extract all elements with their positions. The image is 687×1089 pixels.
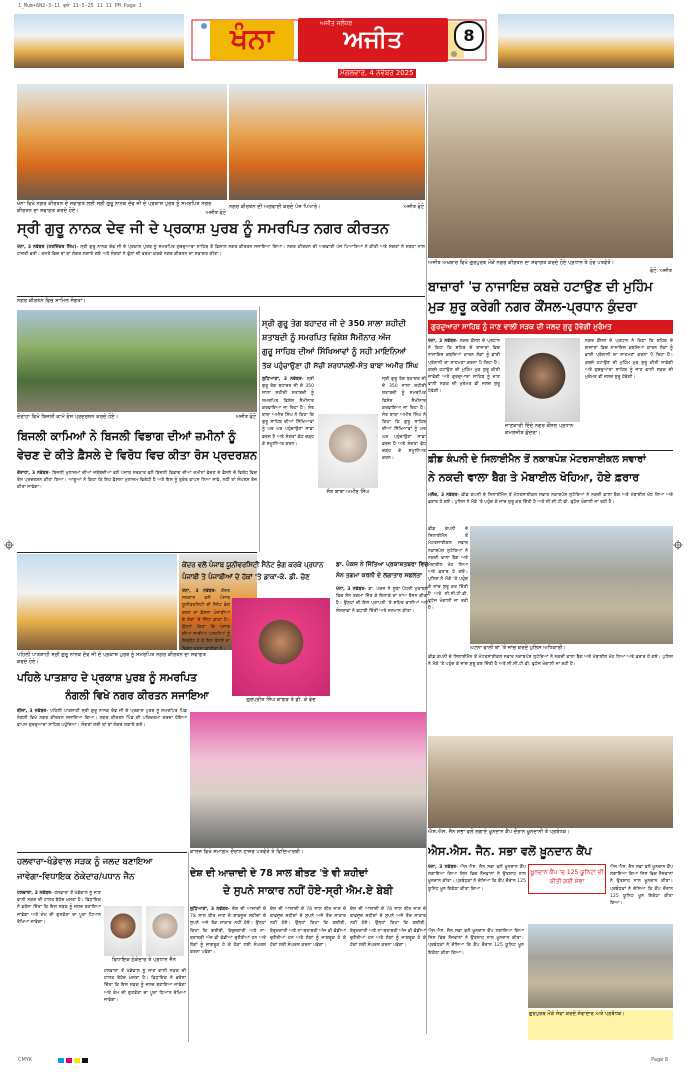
credit-s1a: ਅਜੀਤ ਫੋਟੋ (205, 210, 226, 216)
headline-s12-line1: ਦੇਸ਼ ਦੀ ਆਜ਼ਾਦੀ ਦੇ 78 ਸਾਲ ਬੀਤਣ 'ਤੇ ਵੀ ਸ਼ਹੀਦਾਂ (190, 868, 368, 879)
photo-gurdwara-nangli (17, 554, 177, 650)
footer-strip (18, 1056, 668, 1066)
body-text-s7: ਕੇਂਦਰ ਸਰਕਾਰ ਵਲੋਂ ਪੰਜਾਬ ਯੂਨੀਵਰਸਿਟੀ ਦੀ ਸੈਨੇਟ ਭੰਗ ਕਰਨ ਦਾ ਫ਼ੈਸਲਾ ਪੰਜਾਬੀਆਂ ਦੇ ਹੱਕਾਂ 'ਤੇ ਸਿੱਧਾ ਡਾਕਾ ਹੈ। ਉਨ੍ਹਾਂ ਕਿਹਾ ਕਿ ਪੰਜਾਬ ਦੀਆਂ ਸਾਰੀਆਂ ਪਾਰਟੀਆਂ ਨੂੰ ਇਕਜੁੱਟ ਹੋ ਕੇ ਇਸ ਫ਼ੈਸਲੇ ਦਾ ਵਿਰੋਧ ਕਰਨਾ ਚਾਹੀਦਾ ਹੈ। (182, 589, 230, 652)
yellow-swatch (74, 1058, 80, 1063)
rule-s1 (17, 296, 425, 297)
body-text-s5: ਫ਼ੀਡ ਕੰਪਨੀ ਦੇ ਸਿਲਾਈਮੈਨ ਤੋਂ ਮੋਟਰਸਾਈਕਲ ਸਵਾਰ ਨਕਾਬਪੋਸ਼ ਲੁਟੇਰਿਆਂ ਨੇ ਨਕਦੀ ਵਾਲਾ ਬੈਗ ਅਤੇ ਮੋਬਾਈਲ ਖੋਹ ਲਿਆ ਅਤੇ ਫ਼ਰਾਰ ਹੋ ਗਏ। ਪੁਲਿਸ ਨੇ ਮੌਕੇ 'ਤੇ ਪਹੁੰਚ ਕੇ ਜਾਂਚ ਸ਼ੁਰੂ ਕਰ ਦਿੱਤੀ ਹੈ ਅਤੇ ਸੀ.ਸੀ.ਟੀ.ਵੀ. ਫੁਟੇਜ ਖੰਗਾਲੀ ਜਾ ਰਹੀ ਹੈ। (428, 493, 673, 506)
registration-mark-right (673, 540, 683, 550)
body-text-s12-cont: ਦੇਸ਼ ਦੀ ਆਜ਼ਾਦੀ ਦੇ 78 ਸਾਲ ਬੀਤ ਜਾਣ ਦੇ ਬਾਵਜੂਦ ਸ਼ਹੀਦਾਂ ਦੇ ਸੁਪਨੇ ਅਜੇ ਤੱਕ ਸਾਕਾਰ ਨਹੀਂ ਹੋਏ। ਉਨ੍ਹਾਂ ਕਿਹਾ ਕਿ ਗ਼ਰੀਬੀ, ਬੇਰੁਜ਼ਗਾਰੀ ਅਤੇ ਨਾ-ਬਰਾਬਰੀ ਅੱਜ ਵੀ ਵੱਡੀਆਂ ਚੁਣੌਤੀਆਂ ਹਨ ਅਤੇ ਲੋਕਾਂ ਨੂੰ ਜਾਗਰੂਕ ਹੋ ਕੇ ਹੱਕਾਂ ਲਈ ਸੰਘਰਸ਼ ਕਰਨਾ ਪਵੇਗਾ। (270, 907, 346, 949)
cyan-swatch (58, 1058, 64, 1063)
headline-s8-line2: ਸੋਨ ਤਗਮਾ ਕਰਨੀ ਦੇ ਲਗਾਤਾਰ ਸਫਲਤਾ (336, 572, 422, 579)
headline-s3-line1: ਬਿਜਲੀ ਕਾਮਿਆਂ ਨੇ ਬਿਜਲੀ ਵਿਭਾਗ ਦੀਆਂ ਜ਼ਮੀਨਾਂ ਨੂੰ (17, 429, 236, 443)
photo-college-event (190, 712, 426, 848)
portrait-caption-s2: ਜਾਣਕਾਰੀ ਦਿੰਦੇ ਨਗਰ ਕੌਂਸਲ ਪ੍ਰਧਾਨ ਕਮਲਜੀਤ ਕੁੰਦਰਾ। (505, 423, 574, 436)
headline-s2-line1: ਬਾਜ਼ਾਰਾਂ 'ਚ ਨਾਜਾਇਜ਼ ਕਬਜ਼ੇ ਹਟਾਉਣ ਦੀ ਮੁਹਿੰਮ (428, 280, 653, 295)
body-s8 (336, 586, 428, 708)
magenta-swatch (66, 1058, 72, 1063)
body-s12-col1 (190, 906, 266, 1040)
headline-s11-line2: ਜਾਵੇਗਾ-ਵਿਧਾਇਕ ਠੇਕੇਦਾਰ/ਪਧਾਨ ਜੈਨ (17, 872, 135, 882)
portrait-caption-s7: ਗੁਰਪ੍ਰੀਤ ਸਿੰਘ ਕਾਂਗੜ ਤੇ ਡੀ. ਕੇ ਵੇਦ (246, 697, 316, 703)
column-rule-3 (188, 852, 189, 1042)
dateline-s5: ਮਲੌਦ, 3 ਨਵੰਬਰ- (428, 493, 460, 498)
caption-s1a: ਖੰਨਾ ਵਿਖੇ ਨਗਰ ਕੀਰਤਨ ਦੇ ਸਵਾਗਤ ਲਈ ਸ੍ਰੀ ਗੁਰੂ ਨਾਨਕ ਦੇਵ ਜੀ ਦੇ ਪ੍ਰਕਾਸ਼ ਪੁਰਬ ਨੂੰ ਸਮਰਪਿਤ ਨਗਰ ਕੀਰਤਨ ਦਾ ਸਵਾਗਤ ਕਰਦੇ ਹੋਏ। (17, 201, 212, 214)
body-text-s12-more: ਦੇਸ਼ ਦੀ ਆਜ਼ਾਦੀ ਦੇ 78 ਸਾਲ ਬੀਤ ਜਾਣ ਦੇ ਬਾਵਜੂਦ ਸ਼ਹੀਦਾਂ ਦੇ ਸੁਪਨੇ ਅਜੇ ਤੱਕ ਸਾਕਾਰ ਨਹੀਂ ਹੋਏ। ਉਨ੍ਹਾਂ ਕਿਹਾ ਕਿ ਗ਼ਰੀਬੀ, ਬੇਰੁਜ਼ਗਾਰੀ ਅਤੇ ਨਾ-ਬਰਾਬਰੀ ਅੱਜ ਵੀ ਵੱਡੀਆਂ ਚੁਣੌਤੀਆਂ ਹਨ ਅਤੇ ਲੋਕਾਂ ਨੂੰ ਜਾਗਰੂਕ ਹੋ ਕੇ ਹੱਕਾਂ ਲਈ ਸੰਘਰਸ਼ ਕਰਨਾ ਪਵੇਗਾ। (350, 907, 426, 949)
body-s2-col3 (585, 338, 673, 446)
masthead-photo-left (14, 14, 184, 68)
photo-welcome-group (428, 84, 673, 258)
headline-s7-line2: ਪੰਜਾਬੀ ਤੇ ਪੰਜਾਬੀਆਂ ਦੇ ਹੱਕਾਂ 'ਤੇ ਡਾਕਾ-ਕੇ. ਡੀ. ਚੋਣ (182, 573, 310, 581)
headline-s2-line2: ਮੁੜ ਸ਼ੁਰੂ ਕਰੇਗੀ ਨਗਰ ਕੌਂਸਲ-ਪ੍ਰਧਾਨ ਕੁੰਦਰਾ (428, 300, 637, 315)
photo-nagar-kirtan-2 (229, 84, 425, 200)
dateline-s6: ਬੀਜਾ, 3 ਨਵੰਬਰ- (17, 709, 49, 714)
body-text-s12: ਦੇਸ਼ ਦੀ ਆਜ਼ਾਦੀ ਦੇ 78 ਸਾਲ ਬੀਤ ਜਾਣ ਦੇ ਬਾਵਜੂਦ ਸ਼ਹੀਦਾਂ ਦੇ ਸੁਪਨੇ ਅਜੇ ਤੱਕ ਸਾਕਾਰ ਨਹੀਂ ਹੋਏ। ਉਨ੍ਹਾਂ ਕਿਹਾ ਕਿ ਗ਼ਰੀਬੀ, ਬੇਰੁਜ਼ਗਾਰੀ ਅਤੇ ਨਾ-ਬਰਾਬਰੀ ਅੱਜ ਵੀ ਵੱਡੀਆਂ ਚੁਣੌਤੀਆਂ ਹਨ ਅਤੇ ਲੋਕਾਂ ਨੂੰ ਜਾਗਰੂਕ ਹੋ ਕੇ ਹੱਕਾਂ ਲਈ ਸੰਘਰਸ਼ ਕਰਨਾ ਪਵੇਗਾ। (190, 907, 266, 956)
dateline-s3: ਦੋਰਾਹਾ, 3 ਨਵੰਬਰ- (17, 471, 51, 476)
body-s2-col1 (428, 338, 500, 446)
headline-s3-line2: ਵੇਚਣ ਦੇ ਕੀਤੇ ਫ਼ੈਸਲੇ ਦੇ ਵਿਰੋਧ ਵਿਚ ਕੀਤਾ ਰੋਸ ਪ੍ਰਦਰਸ਼ਨ (17, 448, 257, 462)
body-s11 (17, 890, 101, 1040)
headline-s9: ਐਸ.ਐਸ. ਜੈਨ. ਸਭਾ ਵਲੋਂ ਖ਼ੂਨਦਾਨ ਕੈਂਪ (428, 844, 592, 858)
column-rule-2 (426, 84, 427, 1034)
dateline-s11: ਹਲਵਾਰਾ, 3 ਨਵੰਬਰ- (17, 891, 53, 896)
body-s4-col3 (382, 376, 426, 546)
photo-protest (17, 310, 257, 412)
box-s9: ਖ਼ੂਨਦਾਨ ਕੈਂਪ 'ਚ 125 ਯੂਨਿਟਾਂ ਦੀ ਕੀਤੀ ਗਈ ਸੇਵਾ (528, 864, 606, 894)
masthead-photo-right (498, 14, 674, 68)
body-s9 (428, 864, 526, 924)
body-text-s1: ਸ੍ਰੀ ਗੁਰੂ ਨਾਨਕ ਦੇਵ ਜੀ ਦੇ ਪ੍ਰਕਾਸ਼ ਪੁਰਬ ਨੂੰ ਸਮਰਪਿਤ ਗੁਰਦੁਆਰਾ ਸਾਹਿਬ ਤੋਂ ਵਿਸ਼ਾਲ ਨਗਰ ਕੀਰਤਨ ਸਜਾਇਆ ਗਿਆ। ਨਗਰ ਕੀਰਤਨ ਦੀ ਅਗਵਾਈ ਪੰਜ ਪਿਆਰਿਆਂ ਨੇ ਕੀਤੀ ਅਤੇ ਸੰਗਤਾਂ ਨੇ ਸ਼ਰਧਾ ਨਾਲ ਹਾਜ਼ਰੀ ਭਰੀ। ਰਸਤੇ ਵਿਚ ਥਾਂ ਥਾਂ ਲੰਗਰ ਲਗਾਏ ਗਏ ਅਤੇ ਸੰਗਤਾਂ ਨੇ ਫੁੱਲਾਂ ਦੀ ਵਰਖਾ ਕਰਕੇ ਨਗਰ ਕੀਰਤਨ ਦਾ ਸਵਾਗਤ ਕੀਤਾ। (17, 245, 425, 258)
body-s7-col1 (182, 588, 230, 708)
dateline-s9: ਖੰਨਾ, 3 ਨਵੰਬਰ- (428, 865, 458, 870)
portrait-mla (104, 906, 142, 956)
page-number: 8 (454, 21, 484, 51)
portrait-kundra (505, 338, 580, 422)
credit-s3: ਅਜੀਤ ਫੋਟੋ (235, 414, 256, 420)
dateline-s12: ਲੁਧਿਆਣਾ, 3 ਨਵੰਬਰ- (190, 907, 230, 912)
footer-right: Page 8 (651, 1057, 668, 1063)
body-s9-bottom (428, 928, 524, 1038)
rule-s11 (17, 852, 187, 853)
body-text-s4: ਸ੍ਰੀ ਗੁਰੂ ਤੇਗ ਬਹਾਦਰ ਜੀ ਦੇ 350 ਸਾਲਾ ਸ਼ਹੀਦੀ ਸ਼ਤਾਬਦੀ ਨੂੰ ਸਮਰਪਿਤ ਵਿਸ਼ੇਸ਼ ਸੈਮੀਨਾਰ ਕਰਵਾਇਆ ਜਾ ਰਿਹਾ ਹੈ। ਸੰਤ ਬਾਬਾ ਅਮੀਰ ਸਿੰਘ ਨੇ ਕਿਹਾ ਕਿ ਗੁਰੂ ਸਾਹਿਬ ਦੀਆਂ ਸਿੱਖਿਆਵਾਂ ਨੂੰ ਘਰ ਘਰ ਪਹੁੰਚਾਉਣਾ ਸਾਡਾ ਫ਼ਰਜ਼ ਹੈ ਅਤੇ ਸੰਗਤਾਂ ਵੱਧ ਚੜ੍ਹ ਕੇ ਸ਼ਮੂਲੀਅਤ ਕਰਨ। (262, 377, 314, 447)
body-s3 (17, 470, 257, 548)
caption-s9-2: ਗੁਰਪੁਰਬ ਮੌਕੇ ਸੇਵਾ ਕਰਦੇ ਸੇਵਾਦਾਰ ਅਤੇ ਪ੍ਰਬੰਧਕ। (528, 1010, 673, 1040)
body-text-s9-cont: ਐਸ.ਐਸ. ਜੈਨ ਸਭਾ ਵਲੋਂ ਖ਼ੂਨਦਾਨ ਕੈਂਪ ਲਗਾਇਆ ਗਿਆ ਜਿਸ ਵਿਚ ਨੌਜਵਾਨਾਂ ਨੇ ਉਤਸ਼ਾਹ ਨਾਲ ਖ਼ੂਨਦਾਨ ਕੀਤਾ। ਪ੍ਰਬੰਧਕਾਂ ਨੇ ਦੱਸਿਆ ਕਿ ਕੈਂਪ ਦੌਰਾਨ 125 ਯੂਨਿਟ ਖ਼ੂਨ ਇਕੱਠਾ ਕੀਤਾ ਗਿਆ। (610, 865, 673, 907)
caption-s5: ਘਟਨਾ ਵਾਲੀ ਥਾਂ 'ਤੇ ਜਾਂਚ ਕਰਦੇ ਪੁਲਿਸ ਅਧਿਕਾਰੀ। (470, 645, 566, 651)
headline-s1: ਸ੍ਰੀ ਗੁਰੂ ਨਾਨਕ ਦੇਵ ਜੀ ਦੇ ਪ੍ਰਕਾਸ਼ ਪੁਰਬ ਨੂੰ ਸਮਰਪਿਤ ਨਗਰ ਕੀਰਤਨ (17, 221, 389, 237)
headline-s4-line1: ਸ੍ਰੀ ਗੁਰੂ ਤੇਗ ਬਹਾਦਰ ਜੀ ਦੇ 350 ਸਾਲਾ ਸ਼ਹੀਦੀ (262, 319, 406, 328)
masthead-city: ਖੰਨਾ (230, 22, 274, 55)
body-text-s2-cont: ਨਗਰ ਕੌਂਸਲ ਦੇ ਪ੍ਰਧਾਨ ਨੇ ਕਿਹਾ ਕਿ ਸ਼ਹਿਰ ਦੇ ਬਾਜ਼ਾਰਾਂ ਵਿਚ ਨਾਜਾਇਜ਼ ਕਬਜ਼ਿਆਂ ਕਾਰਨ ਲੋਕਾਂ ਨੂੰ ਭਾਰੀ ਪ੍ਰੇਸ਼ਾਨੀ ਦਾ ਸਾਹਮਣਾ ਕਰਨਾ ਪੈ ਰਿਹਾ ਹੈ। ਕਬਜ਼ੇ ਹਟਾਉਣ ਦੀ ਮੁਹਿੰਮ ਮੁੜ ਸ਼ੁਰੂ ਕੀਤੀ ਜਾਵੇਗੀ ਅਤੇ ਗੁਰਦੁਆਰਾ ਸਾਹਿਬ ਨੂੰ ਜਾਣ ਵਾਲੀ ਸੜਕ ਦੀ ਮੁਰੰਮਤ ਵੀ ਜਲਦ ਸ਼ੁਰੂ ਹੋਵੇਗੀ। (585, 339, 673, 381)
body-text-s4-cont: ਸ੍ਰੀ ਗੁਰੂ ਤੇਗ ਬਹਾਦਰ ਜੀ ਦੇ 350 ਸਾਲਾ ਸ਼ਹੀਦੀ ਸ਼ਤਾਬਦੀ ਨੂੰ ਸਮਰਪਿਤ ਵਿਸ਼ੇਸ਼ ਸੈਮੀਨਾਰ ਕਰਵਾਇਆ ਜਾ ਰਿਹਾ ਹੈ। ਸੰਤ ਬਾਬਾ ਅਮੀਰ ਸਿੰਘ ਨੇ ਕਿਹਾ ਕਿ ਗੁਰੂ ਸਾਹਿਬ ਦੀਆਂ ਸਿੱਖਿਆਵਾਂ ਨੂੰ ਘਰ ਘਰ ਪਹੁੰਚਾਉਣਾ ਸਾਡਾ ਫ਼ਰਜ਼ ਹੈ ਅਤੇ ਸੰਗਤਾਂ ਵੱਧ ਚੜ੍ਹ ਕੇ ਸ਼ਮੂਲੀਅਤ ਕਰਨ। (382, 377, 426, 462)
body-s12-col3 (350, 906, 426, 1040)
dateline-s4: ਲੁਧਿਆਣਾ, 3 ਨਵੰਬਰ- (262, 377, 304, 382)
body-s5 (428, 492, 673, 522)
body-s5-bottom (428, 654, 673, 730)
body-s12-col2 (270, 906, 346, 1040)
body-text-s9-more: ਐਸ.ਐਸ. ਜੈਨ ਸਭਾ ਵਲੋਂ ਖ਼ੂਨਦਾਨ ਕੈਂਪ ਲਗਾਇਆ ਗਿਆ ਜਿਸ ਵਿਚ ਨੌਜਵਾਨਾਂ ਨੇ ਉਤਸ਼ਾਹ ਨਾਲ ਖ਼ੂਨਦਾਨ ਕੀਤਾ। ਪ੍ਰਬੰਧਕਾਂ ਨੇ ਦੱਸਿਆ ਕਿ ਕੈਂਪ ਦੌਰਾਨ 125 ਯੂਨਿਟ ਖ਼ੂਨ ਇਕੱਠਾ ਕੀਤਾ ਗਿਆ। (428, 929, 524, 956)
body-text-s6: ਪਹਿਲੀ ਪਾਤਸ਼ਾਹੀ ਸ੍ਰੀ ਗੁਰੂ ਨਾਨਕ ਦੇਵ ਜੀ ਦੇ ਪ੍ਰਕਾਸ਼ ਪੁਰਬ ਨੂੰ ਸਮਰਪਿਤ ਪਿੰਡ ਨੰਗਲੀ ਵਿਖੇ ਨਗਰ ਕੀਰਤਨ ਸਜਾਇਆ ਗਿਆ। ਨਗਰ ਕੀਰਤਨ ਪਿੰਡ ਦੀ ਪਰਿਕਰਮਾ ਕਰਦਾ ਹੋਇਆ ਵਾਪਸ ਗੁਰਦੁਆਰਾ ਸਾਹਿਬ ਪਹੁੰਚਿਆ। ਸੰਗਤਾਂ ਲਈ ਥਾਂ ਥਾਂ ਲੰਗਰ ਲਗਾਏ ਗਏ। (17, 709, 187, 729)
photo-nagar-kirtan-1 (17, 84, 227, 200)
caption-s2: ਅਜੀਤ ਅਖ਼ਬਾਰ ਵਿਖੇ ਗੁਰਪੁਰਬ ਮੌਕੇ ਨਗਰ ਕੀਰਤਨ ਦਾ ਸਵਾਗਤ ਕਰਦੇ ਹੋਏ ਪ੍ਰਧਾਨ ਤੇ ਹੋਰ ਪਤਵੰਤੇ। (428, 260, 615, 266)
body-s5-side (428, 526, 468, 644)
body-text-s2: ਨਗਰ ਕੌਂਸਲ ਦੇ ਪ੍ਰਧਾਨ ਨੇ ਕਿਹਾ ਕਿ ਸ਼ਹਿਰ ਦੇ ਬਾਜ਼ਾਰਾਂ ਵਿਚ ਨਾਜਾਇਜ਼ ਕਬਜ਼ਿਆਂ ਕਾਰਨ ਲੋਕਾਂ ਨੂੰ ਭਾਰੀ ਪ੍ਰੇਸ਼ਾਨੀ ਦਾ ਸਾਹਮਣਾ ਕਰਨਾ ਪੈ ਰਿਹਾ ਹੈ। ਕਬਜ਼ੇ ਹਟਾਉਣ ਦੀ ਮੁਹਿੰਮ ਮੁੜ ਸ਼ੁਰੂ ਕੀਤੀ ਜਾਵੇਗੀ ਅਤੇ ਗੁਰਦੁਆਰਾ ਸਾਹਿਬ ਨੂੰ ਜਾਣ ਵਾਲੀ ਸੜਕ ਦੀ ਮੁਰੰਮਤ ਵੀ ਜਲਦ ਸ਼ੁਰੂ ਹੋਵੇਗੀ। (428, 339, 500, 395)
headline-s4-line2: ਸ਼ਤਾਬਦੀ ਨੂੰ ਸਮਰਪਿਤ ਵਿਸ਼ੇਸ਼ ਸੈਮੀਨਾਰ ਅੱਜ (262, 333, 391, 342)
rule-s5 (428, 450, 673, 451)
headline-s4-line3: ਗੁਰੂ ਸਾਹਿਬ ਦੀਆਂ ਸਿੱਖਿਆਵਾਂ ਨੂੰ ਸਹੀ ਮਾਇਨਿਆਂ (262, 347, 406, 356)
body-s6 (17, 708, 187, 804)
portrait-caption-s11: ਵਿਧਾਇਕ ਠੇਕੇਦਾਰ ਤੇ ਪ੍ਰਧਾਨ ਜੈਨ (112, 957, 176, 963)
photo-blood-donation (428, 736, 673, 828)
headline-s12-line2: ਦੇ ਸੁਪਨੇ ਸਾਕਾਰ ਨਹੀਂ ਹੋਏ-ਸ੍ਰੀ ਐਮ.ਏ ਬੇਬੀ (223, 885, 393, 897)
black-swatch (82, 1058, 88, 1063)
portrait-jain (146, 906, 184, 956)
headline-s4-line4: ਤੱਕ ਪਹੁੰਚਾਉਣਾ ਹੀ ਸੱਚੀ ਸ਼ਰਧਾਂਜਲੀ-ਸੰਤ ਬਾਬਾ ਅਮੀਰ ਸਿੰਘ (262, 361, 419, 370)
caption-s1c: ਨਗਰ ਕੀਰਤਨ ਵਿਚ ਸ਼ਾਮਿਲ ਸੰਗਤਾਂ। (17, 298, 86, 304)
body-text-s5-more: ਫ਼ੀਡ ਕੰਪਨੀ ਦੇ ਸਿਲਾਈਮੈਨ ਤੋਂ ਮੋਟਰਸਾਈਕਲ ਸਵਾਰ ਨਕਾਬਪੋਸ਼ ਲੁਟੇਰਿਆਂ ਨੇ ਨਕਦੀ ਵਾਲਾ ਬੈਗ ਅਤੇ ਮੋਬਾਈਲ ਖੋਹ ਲਿਆ ਅਤੇ ਫ਼ਰਾਰ ਹੋ ਗਏ। ਪੁਲਿਸ ਨੇ ਮੌਕੇ 'ਤੇ ਪਹੁੰਚ ਕੇ ਜਾਂਚ ਸ਼ੁਰੂ ਕਰ ਦਿੱਤੀ ਹੈ ਅਤੇ ਸੀ.ਸੀ.ਟੀ.ਵੀ. ਫੁਟੇਜ ਖੰਗਾਲੀ ਜਾ ਰਹੀ ਹੈ। (428, 655, 673, 668)
headline-s5-line1: ਫ਼ੀਡ ਕੰਪਨੀ ਦੇ ਸਿਲਾਈਮੈਨ ਤੋਂ ਨਕਾਬਪੋਸ਼ ਮੋਟਰਸਾਈਕਲ ਸਵਾਰਾਂ (428, 454, 646, 465)
rule-s6 (17, 552, 257, 553)
caption-s6: ਪਹਿਲੀ ਪਾਤਸ਼ਾਹੀ ਸ੍ਰੀ ਗੁਰੂ ਨਾਨਕ ਦੇਵ ਜੀ ਦੇ ਪ੍ਰਕਾਸ਼ ਪੁਰਬ ਨੂੰ ਸਮਰਪਿਤ ਨਗਰ ਕੀਰਤਨ ਦਾ ਸਵਾਗਤ ਕਰਦੇ ਹੋਏ। (17, 652, 207, 665)
printer-strip: 1_Mum+6N2-3-11 ਵਜੇ 11-5-25 11 11 PM Page 1 (0, 0, 687, 12)
body-text-s11-cont: ਹਲਵਾਰਾ ਤੋਂ ਖੰਡੇਵਾਲ ਨੂੰ ਜਾਣ ਵਾਲੀ ਸੜਕ ਦੀ ਹਾਲਤ ਬੇਹੱਦ ਖ਼ਸਤਾ ਹੈ। ਵਿਧਾਇਕ ਨੇ ਭਰੋਸਾ ਦਿੱਤਾ ਕਿ ਇਸ ਸੜਕ ਨੂੰ ਜਲਦ ਬਣਾਇਆ ਜਾਵੇਗਾ ਅਤੇ ਕੰਮ ਦੀ ਗੁਣਵੱਤਾ ਦਾ ਪੂਰਾ ਧਿਆਨ ਰੱਖਿਆ ਜਾਵੇਗਾ। (104, 969, 186, 1003)
dateline-s2: ਖੰਨਾ, 3 ਨਵੰਬਰ- (428, 339, 458, 344)
credit-s2: ਫੋਟੋ: ਅਜੀਤ (649, 268, 672, 274)
portrait-kangar (232, 598, 330, 696)
body-s9-col3 (610, 864, 673, 924)
body-text-s5-cont: ਫ਼ੀਡ ਕੰਪਨੀ ਦੇ ਸਿਲਾਈਮੈਨ ਤੋਂ ਮੋਟਰਸਾਈਕਲ ਸਵਾਰ ਨਕਾਬਪੋਸ਼ ਲੁਟੇਰਿਆਂ ਨੇ ਨਕਦੀ ਵਾਲਾ ਬੈਗ ਅਤੇ ਮੋਬਾਈਲ ਖੋਹ ਲਿਆ ਅਤੇ ਫ਼ਰਾਰ ਹੋ ਗਏ। ਪੁਲਿਸ ਨੇ ਮੌਕੇ 'ਤੇ ਪਹੁੰਚ ਕੇ ਜਾਂਚ ਸ਼ੁਰੂ ਕਰ ਦਿੱਤੀ ਹੈ ਅਤੇ ਸੀ.ਸੀ.ਟੀ.ਵੀ. ਫੁਟੇਜ ਖੰਗਾਲੀ ਜਾ ਰਹੀ ਹੈ। (428, 527, 468, 612)
body-s1 (17, 244, 425, 286)
body-s11-cont (104, 968, 186, 1040)
credit-s1b: ਅਜੀਤ ਫੋਟੋ (403, 204, 424, 210)
masthead-date: ਮੰਗਲਵਾਰ, 4 ਨਵੰਬਰ 2025 (340, 69, 414, 77)
headline-s7-line1: ਕੇਂਦਰ ਵਲੋਂ ਪੰਜਾਬ ਯੂਨੀਵਰਸਿਟੀ ਸੈਨੇਟ ਭੰਗ ਕਰਕੇ ਪ੍ਰਧਾਨ (182, 561, 324, 569)
headline-s8-line1: ਡਾ. ਪੰਕਜ ਨੇ ਜਿੱਤਿਆ ਪ੍ਰਕਾਸ਼ਤਬਰਾ ਵਿਚ (336, 561, 428, 568)
body-s4-col1 (262, 376, 314, 546)
photo-sewa (528, 924, 673, 1008)
headline-s5-line2: ਨੇ ਨਕਦੀ ਵਾਲਾ ਬੈਗ ਤੇ ਮੋਬਾਈਲ ਖੋਹਿਆ, ਹੋਏ ਫ਼ਰਾਰ (428, 471, 640, 484)
body-text-s11: ਹਲਵਾਰਾ ਤੋਂ ਖੰਡੇਵਾਲ ਨੂੰ ਜਾਣ ਵਾਲੀ ਸੜਕ ਦੀ ਹਾਲਤ ਬੇਹੱਦ ਖ਼ਸਤਾ ਹੈ। ਵਿਧਾਇਕ ਨੇ ਭਰੋਸਾ ਦਿੱਤਾ ਕਿ ਇਸ ਸੜਕ ਨੂੰ ਜਲਦ ਬਣਾਇਆ ਜਾਵੇਗਾ ਅਤੇ ਕੰਮ ਦੀ ਗੁਣਵੱਤਾ ਦਾ ਪੂਰਾ ਧਿਆਨ ਰੱਖਿਆ ਜਾਵੇਗਾ। (17, 891, 101, 925)
masthead-paper: ਅਜੀਤ (343, 25, 403, 53)
caption-s10: ਕਾਲਜ ਵਿਖੇ ਸਮਾਗਮ ਦੌਰਾਨ ਹਾਜ਼ਰ ਪਤਵੰਤੇ ਤੇ ਵਿਦਿਆਰਥੀ। (190, 849, 304, 855)
redbar-s2: ਗੁਰਦੁਆਰਾ ਸਾਹਿਬ ਨੂੰ ਜਾਣ ਵਾਲੀ ਸੜਕ ਦੀ ਜਲਦ ਸ਼ੁਰੂ ਹੋਵੇਗੀ ਮੁਰੰਮਤ (428, 320, 673, 334)
caption-s9: ਐਸ.ਐਸ. ਜੈਨ ਸਭਾ ਵਲੋਂ ਲਗਾਏ ਖ਼ੂਨਦਾਨ ਕੈਂਪ ਦੌਰਾਨ ਖ਼ੂਨਦਾਨੀ ਤੇ ਪ੍ਰਬੰਧਕ। (428, 829, 570, 835)
registration-mark-left (4, 540, 14, 550)
body-text-s9: ਐਸ.ਐਸ. ਜੈਨ ਸਭਾ ਵਲੋਂ ਖ਼ੂਨਦਾਨ ਕੈਂਪ ਲਗਾਇਆ ਗਿਆ ਜਿਸ ਵਿਚ ਨੌਜਵਾਨਾਂ ਨੇ ਉਤਸ਼ਾਹ ਨਾਲ ਖ਼ੂਨਦਾਨ ਕੀਤਾ। ਪ੍ਰਬੰਧਕਾਂ ਨੇ ਦੱਸਿਆ ਕਿ ਕੈਂਪ ਦੌਰਾਨ 125 ਯੂਨਿਟ ਖ਼ੂਨ ਇਕੱਠਾ ਕੀਤਾ ਗਿਆ। (428, 865, 526, 892)
portrait-caption-s4: ਸੰਤ ਬਾਬਾ ਅਮੀਰ ਸਿੰਘ (326, 489, 370, 495)
body-text-s8: ਡਾ. ਪੰਕਜ ਨੇ ਸੂਬਾ ਪੱਧਰੀ ਮੁਕਾਬਲੇ ਵਿਚ ਸੋਨ ਤਗਮਾ ਜਿੱਤ ਕੇ ਇਲਾਕੇ ਦਾ ਨਾਂਅ ਰੌਸ਼ਨ ਕੀਤਾ ਹੈ। ਉਨ੍ਹਾਂ ਦੀ ਇਸ ਪ੍ਰਾਪਤੀ 'ਤੇ ਸ਼ਹਿਰ ਵਾਸੀਆਂ ਅਤੇ ਸੰਸਥਾਵਾਂ ਨੇ ਵਧਾਈ ਦਿੱਤੀ ਅਤੇ ਸਨਮਾਨ ਕੀਤਾ। (336, 587, 428, 614)
photo-police-inspection (470, 526, 673, 644)
portrait-sant-amir-singh (318, 414, 378, 488)
body-text-s3: ਬਿਜਲੀ ਮੁਲਾਜ਼ਮਾਂ ਦੀਆਂ ਜਥੇਬੰਦੀਆਂ ਵਲੋਂ ਪੰਜਾਬ ਸਰਕਾਰ ਵਲੋਂ ਬਿਜਲੀ ਵਿਭਾਗ ਦੀਆਂ ਜ਼ਮੀਨਾਂ ਵੇਚਣ ਦੇ ਫ਼ੈਸਲੇ ਦੇ ਵਿਰੋਧ ਵਿਚ ਰੋਸ ਪ੍ਰਦਰਸ਼ਨ ਕੀਤਾ ਗਿਆ। ਆਗੂਆਂ ਨੇ ਕਿਹਾ ਕਿ ਇਹ ਫ਼ੈਸਲਾ ਮੁਲਾਜ਼ਮ ਵਿਰੋਧੀ ਹੈ ਅਤੇ ਇਸ ਨੂੰ ਤੁਰੰਤ ਵਾਪਸ ਲਿਆ ਜਾਵੇ, ਨਹੀਂ ਤਾਂ ਸੰਘਰਸ਼ ਤੇਜ਼ ਕੀਤਾ ਜਾਵੇਗਾ। (17, 471, 257, 491)
column-rule-1 (259, 306, 260, 552)
caption-s1b: ਨਗਰ ਕੀਰਤਨ ਦੀ ਅਗਵਾਈ ਕਰਦੇ ਪੰਜ ਪਿਆਰੇ। (229, 204, 321, 210)
footer-left: CMYK (18, 1057, 33, 1063)
masthead-subtitle: ਅਜੀਤ ਜਲੰਧਰ (320, 20, 353, 27)
headline-s6-line2: ਨੰਗਲੀ ਵਿਖੇ ਨਗਰ ਕੀਰਤਨ ਸਜਾਇਆ (65, 690, 209, 702)
headline-s11-line1: ਹਲਵਾਰਾ-ਖੰਡੇਵਾਲ ਸੜਕ ਨੂੰ ਜਲਦ ਬਣਾਇਆ (17, 857, 153, 867)
dateline-s1: ਖੰਨਾ, 3 ਨਵੰਬਰ (ਹਰਜਿੰਦਰ ਸਿੰਘ)- (17, 245, 79, 250)
dateline-s8: ਖੰਨਾ, 3 ਨਵੰਬਰ- (336, 587, 367, 592)
headline-s6-line1: ਪਹਿਲੇ ਪਾਤਸ਼ਾਹ ਦੇ ਪ੍ਰਕਾਸ਼ ਪੁਰਬ ਨੂੰ ਸਮਰਪਿਤ (17, 672, 197, 684)
caption-s3: ਦੋਰਾਹਾ ਵਿਖੇ ਬਿਜਲੀ ਕਾਮੇ ਰੋਸ ਪ੍ਰਦਰਸ਼ਨ ਕਰਦੇ ਹੋਏ। (17, 414, 119, 420)
dateline-s7: ਖੰਨਾ, 3 ਨਵੰਬਰ- (182, 589, 217, 594)
